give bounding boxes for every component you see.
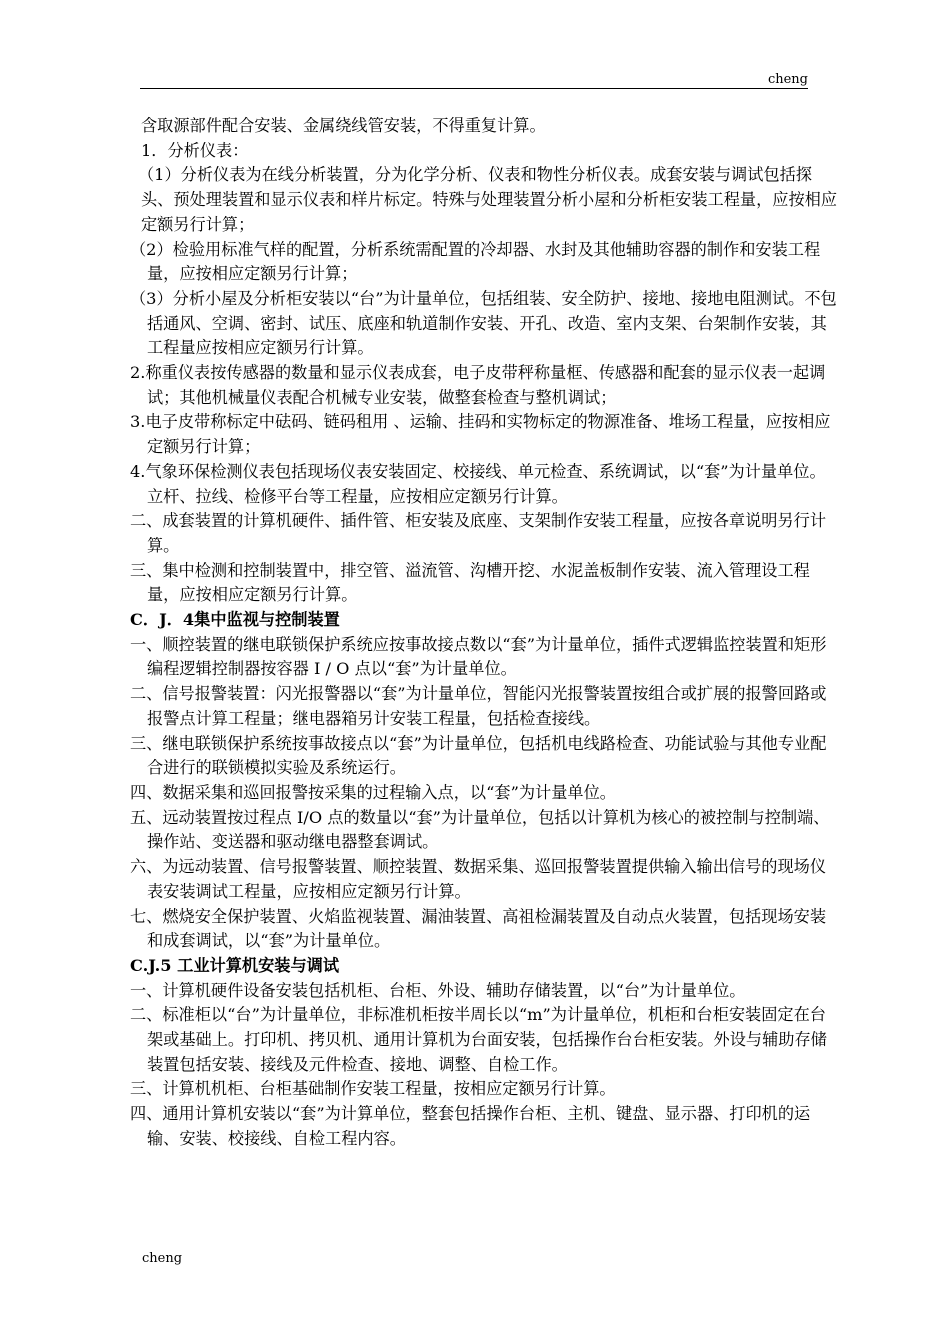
paragraph: 二、成套装置的计算机硬件、插件管、柜安装及底座、支架制作安装工程量，应按各章说明另行计算。 <box>130 511 827 555</box>
paragraph: 二、标准柜以“台”为计量单位，非标准机柜按半周长以“m”为计量单位，机柜和台柜安装固定在台架或基础上。打印机、拷贝机、通用计算机为台面安装，包括操作台台柜安装。外设与辅助存储装置包括安装、接线及元件检查、接地、调整、自检工作。 <box>130 1005 827 1074</box>
paragraph: 一、计算机硬件设备安装包括机柜、台柜、外设、辅助存储装置，以“台”为计量单位。 <box>130 980 746 1000</box>
paragraph: （3）分析小屋及分析柜安装以“台”为计量单位，包括组装、安全防护、接地、接地电阻测试。不包括通风、空调、密封、试压、底座和轨道制作安装、开孔、改造、室内支架、台架制作安装，其工程量应按相应定额另行计算。 <box>130 288 837 358</box>
paragraph: 二、信号报警装置：闪光报警器以“套”为计量单位，智能闪光报警装置按组合或扩展的报警回路或报警点计算工程量；继电器箱另计安装工程量，包括检查接线。 <box>130 684 827 728</box>
paragraph: 4.气象环保检测仪表包括现场仪表安装固定、校接线、单元检查、系统调试，以“套”为计量单位。立杆、拉线、检修平台等工程量，应按相应定额另行计算。 <box>130 461 826 506</box>
paragraph: （1）分析仪表为在线分析装置，分为化学分析、仪表和物性分析仪表。成套安装与调试包括探头、预处理装置和显示仪表和样片标定。特殊与处理装置分析小屋和分析柜安装工程量，应按相应定额另行计算； <box>138 165 838 234</box>
paragraph: 三、计算机机柜、台柜基础制作安装工程量，按相应定额另行计算。 <box>130 1079 616 1099</box>
paragraph: 四、通用计算机安装以“套”为计算单位，整套包括操作台柜、主机、键盘、显示器、打印机的运输、安装、校接线、自检工程内容。 <box>130 1104 811 1148</box>
paragraph: 四、数据采集和巡回报警按采集的过程输入点，以“套”为计量单位。 <box>130 782 616 802</box>
paragraph: 五、远动装置按过程点 I/O 点的数量以“套”为计量单位，包括以计算机为核心的被控制与控制端、操作站、变送器和驱动继电器整套调试。 <box>130 807 830 852</box>
paragraph: 一、顺控装置的继电联锁保护系统应按事故接点数以“套”为计量单位，插件式逻辑监控装置和矩形编程逻辑控制器按容器 I / O 点以“套”为计量单位。 <box>130 634 827 679</box>
paragraph: 含取源部件配合安装、金属绕线管安装，不得重复计算。 <box>141 116 546 135</box>
paragraph: 六、为远动装置、信号报警装置、顺控装置、数据采集、巡回报警装置提供输入输出信号的现场仪表安装调试工程量，应按相应定额另行计算。 <box>130 857 827 901</box>
paragraph: 三、集中检测和控制装置中，排空管、溢流管、沟槽开挖、水泥盖板制作安装、流入管理设工程量，应按相应定额另行计算。 <box>130 560 810 605</box>
header-rule <box>140 88 808 89</box>
paragraph: 3.电子皮带称标定中砝码、链码租用 、运输、挂码和实物标定的物源准备、堆场工程量，应按相应定额另行计算； <box>130 412 831 457</box>
paragraph: 1．分析仪表： <box>141 140 249 160</box>
paragraph: 七、燃烧安全保护装置、火焰监视装置、漏油装置、高祖检漏装置及自动点火装置，包括现场安装和成套调试，以“套”为计量单位。 <box>130 906 827 951</box>
page-footer: cheng <box>142 1251 183 1266</box>
paragraph: （2）检验用标准气样的配置，分析系统需配置的冷却器、水封及其他辅助容器的制作和安装工程量，应按相应定额另行计算； <box>130 239 821 284</box>
paragraph: 三、继电联锁保护系统按事故接点以“套”为计量单位，包括机电线路检查、功能试验与其他专业配合进行的联锁模拟实验及系统运行。 <box>130 733 827 778</box>
page-header: cheng <box>767 72 808 87</box>
paragraph: 2.称重仪表按传感器的数量和显示仪表成套，电子皮带秤称量框、传感器和配套的显示仪表一起调试；其他机械量仪表配合机械专业安装，做整套检查与整机调试； <box>130 363 826 407</box>
section-heading: C.J.5 工业计算机安装与调试 <box>130 955 340 975</box>
document-body <box>130 114 840 1152</box>
section-heading: C．J．4集中监视与控制装置 <box>130 610 340 630</box>
